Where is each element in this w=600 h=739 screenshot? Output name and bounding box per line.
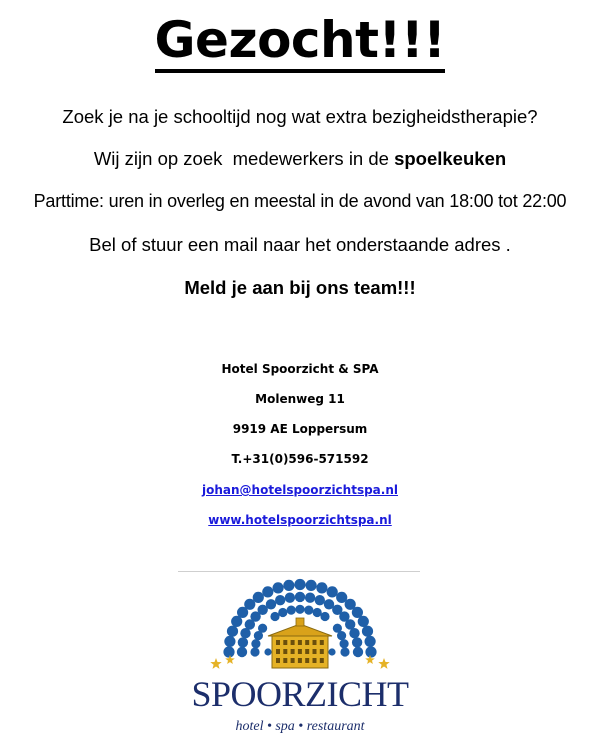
logo-dot	[340, 647, 349, 656]
logo-dot	[320, 612, 329, 621]
logo-name: SPOORZICHT	[191, 674, 409, 714]
logo-window	[276, 649, 280, 654]
logo-dot	[250, 647, 259, 656]
street-address: Molenweg 11	[255, 392, 345, 406]
logo-dot	[316, 582, 327, 593]
logo-dot	[340, 639, 349, 648]
logo-dot	[237, 647, 247, 657]
logo-dot	[287, 606, 296, 615]
logo-window	[276, 658, 280, 663]
logo-window	[283, 658, 287, 663]
logo-window	[276, 640, 280, 645]
email-row	[0, 483, 600, 497]
logo-dot	[283, 580, 294, 591]
logo-dot	[365, 646, 376, 657]
phone-number: T.+31(0)596-571592	[231, 452, 369, 466]
intro-line-4: Bel of stuur een mail naar het onderstaande adres .	[89, 234, 511, 255]
logo-dot	[224, 636, 235, 647]
logo-dot	[365, 636, 376, 647]
logo-tagline: hotel • spa • restaurant	[235, 719, 365, 734]
logo-dot	[227, 626, 238, 637]
logo-dot	[251, 639, 260, 648]
intro-line-2	[0, 148, 600, 170]
spoorzicht-logo	[170, 574, 430, 739]
email-link[interactable]: johan@hotelspoorzichtspa.nl	[202, 483, 398, 497]
logo-window	[291, 640, 295, 645]
logo-window	[305, 658, 309, 663]
intro-line-2-text: Wij zijn op zoek medewerkers in de	[93, 148, 395, 169]
logo-dot	[327, 586, 338, 597]
logo-window	[320, 640, 324, 645]
logo-dot	[253, 592, 264, 603]
website-link[interactable]: www.hotelspoorzichtspa.nl	[208, 513, 392, 527]
logo-window	[298, 649, 302, 654]
logo-dot	[306, 580, 317, 591]
logo-window	[305, 640, 309, 645]
website-row	[0, 513, 600, 527]
logo-dot	[273, 582, 284, 593]
logo-window	[313, 658, 317, 663]
logo-dot	[262, 586, 273, 597]
separator-line	[178, 571, 420, 572]
logo-window	[298, 658, 302, 663]
logo-dot	[294, 579, 305, 590]
hotel-name: Hotel Spoorzicht & SPA	[221, 362, 379, 376]
intro-line-3: Parttime: uren in overleg en meestal in de avond van 18:00 tot 22:00	[33, 191, 567, 211]
page-title: Gezocht!!!	[0, 6, 600, 74]
logo-dot	[353, 647, 363, 657]
logo-dot	[295, 592, 305, 602]
logo-dot	[345, 619, 355, 629]
logo-dot	[275, 595, 285, 605]
logo-window	[320, 658, 324, 663]
logo-window	[305, 649, 309, 654]
logo-dot	[295, 605, 304, 614]
intro-line-2-bold: spoelkeuken	[394, 148, 507, 169]
logo-dot	[328, 648, 335, 655]
logo-dot	[358, 616, 369, 627]
logo-dot	[270, 612, 279, 621]
logo-dot	[315, 595, 325, 605]
logo-window	[298, 640, 302, 645]
logo-window	[283, 640, 287, 645]
logo-window	[313, 640, 317, 645]
logo-dot	[223, 646, 234, 657]
logo-dot	[313, 608, 322, 617]
logo-dot	[304, 606, 313, 615]
intro-line-1: Zoek je na je schooltijd nog wat extra bezigheidstherapie?	[62, 106, 538, 127]
logo-window	[291, 658, 295, 663]
logo-dot	[266, 599, 276, 609]
logo-dot	[337, 631, 346, 640]
logo-window	[283, 649, 287, 654]
logo-dot	[362, 626, 373, 637]
postal-city: 9919 AE Loppersum	[232, 422, 368, 436]
logo-window	[291, 649, 295, 654]
logo-dot	[285, 593, 295, 603]
call-to-action: Meld je aan bij ons team!!!	[184, 277, 416, 298]
logo-dot	[352, 637, 362, 647]
logo-dot	[264, 648, 271, 655]
logo-dot	[278, 608, 287, 617]
logo-dot	[349, 628, 359, 638]
logo-window	[320, 649, 324, 654]
logo-dot	[258, 624, 267, 633]
logo-dot	[305, 593, 315, 603]
logo-dot	[238, 637, 248, 647]
logo-window	[313, 649, 317, 654]
